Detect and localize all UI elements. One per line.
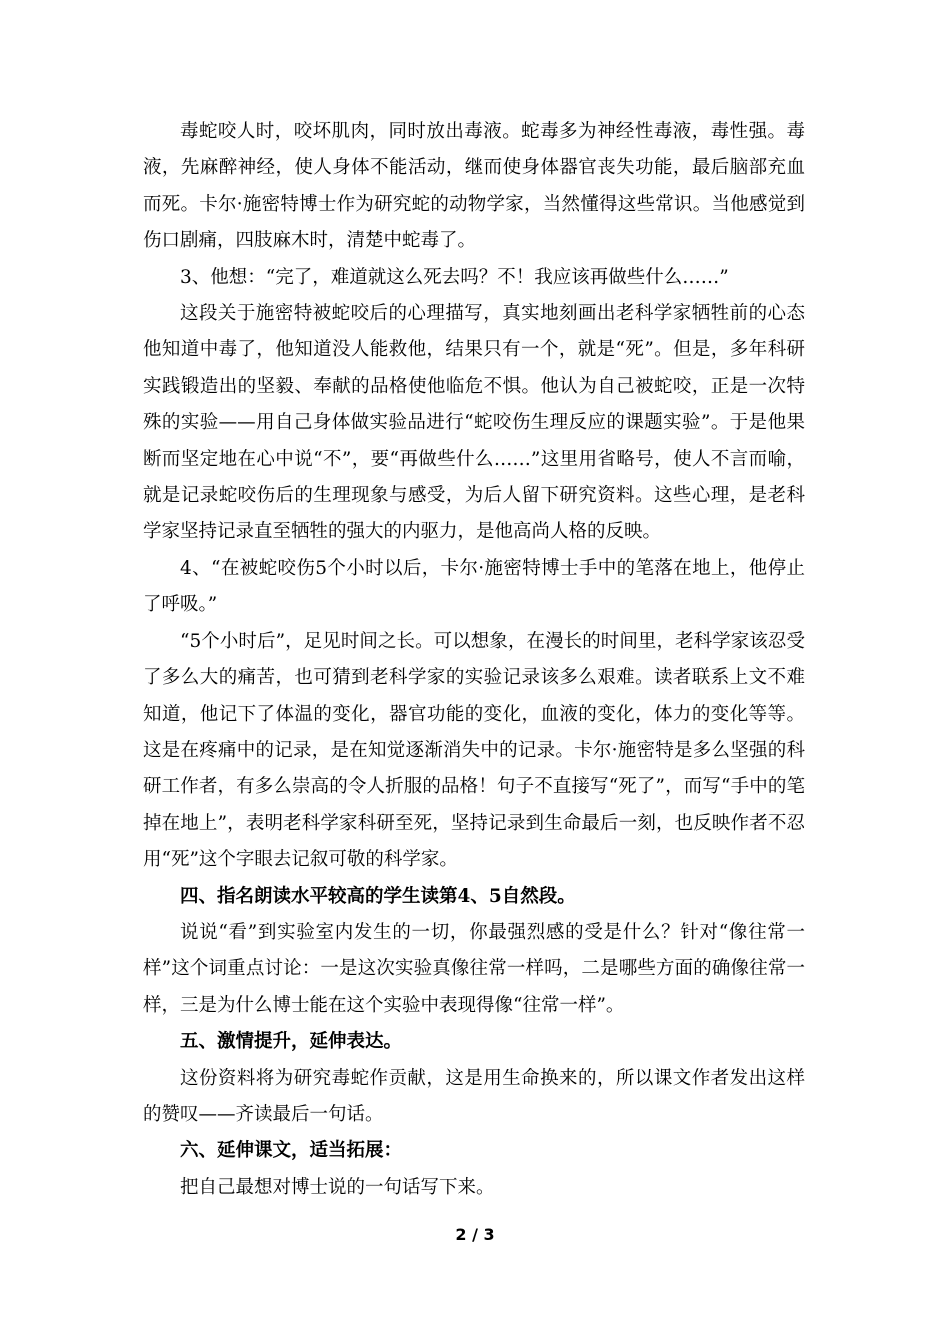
heading-section-4: 四、指名朗读水平较高的学生读第4、5自然段。 bbox=[180, 885, 576, 907]
heading-section-5: 五、激情提升，延伸表达。 bbox=[180, 1031, 403, 1053]
paragraph-point-3-analysis: 这段关于施密特被蛇咬后的心理描写，真实地刻画出老科学家牺牲前的心态他知道中毒了，他知道没人能救他，结果只有一个，就是“死”。但是，多年科研实践锻造出的坚毅、奉献的品格使他临危不惧。他认为自己被蛇咬，正是一次特殊的实验——用自己身体做实验品进行“蛇咬伤生理反应的课题实验”。于是他果断而坚定地在心中说“不”，要“再做些什么……”这里用省略号，使人不言而喻，就是记录蛇咬伤后的生理现象与感受，为后人留下研究资料。这些心理，是老科学家坚持记录直至牺牲的强大的内驱力，是他高尚人格的反映。 bbox=[143, 303, 805, 543]
paragraph-snake-venom: 毒蛇咬人时，咬坏肌肉，同时放出毒液。蛇毒多为神经性毒液，毒性强。毒液，先麻醉神经，使人身体不能活动，继而使身体器官丧失功能，最后脑部充血而死。卡尔·施密特博士作为研究蛇的动物学家，当然懂得这些常识。当他感觉到伤口剧痛，四肢麻木时，清楚中蛇毒了。 bbox=[143, 121, 805, 252]
paragraph-section-6-body: 把自己最想对博士说的一句话写下来。 bbox=[180, 1176, 495, 1198]
paragraph-point-3: 3、他想：“完了，难道就这么死去吗？不！我应该再做些什么……” bbox=[180, 266, 729, 288]
paragraph-section-4-body: 说说“看”到实验室内发生的一切，你最强烈感的受是什么？针对“像往常一样”这个词重点讨论：一是这次实验真像往常一样吗，二是哪些方面的确像往常一样，三是为什么博士能在这个实验中表现得像“往常一样”。 bbox=[143, 921, 805, 1016]
paragraph-point-4: 4、“在被蛇咬伤5个小时以后，卡尔·施密特博士手中的笔落在地上，他停止了呼吸。” bbox=[143, 557, 805, 616]
page-number: 2 / 3 bbox=[455, 1225, 495, 1244]
paragraph-point-4-analysis: “5个小时后”，足见时间之长。可以想象，在漫长的时间里，老科学家该忍受了多么大的痛苦，也可猜到老科学家的实验记录该多么艰难。读者联系上文不难知道，他记下了体温的变化，器官功能的变化，血液的变化，体力的变化等等。这是在疼痛中的记录，是在知觉逐渐消失中的记录。卡尔·施密特是多么坚强的科研工作者，有多么崇高的令人折服的品格！句子不直接写“死了”，而写“手中的笔掉在地上”，表明老科学家科研至死，坚持记录到生命最后一刻，也反映作者不忍用“死”这个字眼去记叙可敬的科学家。 bbox=[143, 630, 805, 871]
paragraph-section-5-body: 这份资料将为研究毒蛇作贡献，这是用生命换来的，所以课文作者发出这样的赞叹——齐读最后一句话。 bbox=[143, 1067, 805, 1125]
document-body bbox=[143, 114, 805, 1206]
heading-section-6: 六、延伸课文，适当拓展： bbox=[180, 1140, 403, 1162]
